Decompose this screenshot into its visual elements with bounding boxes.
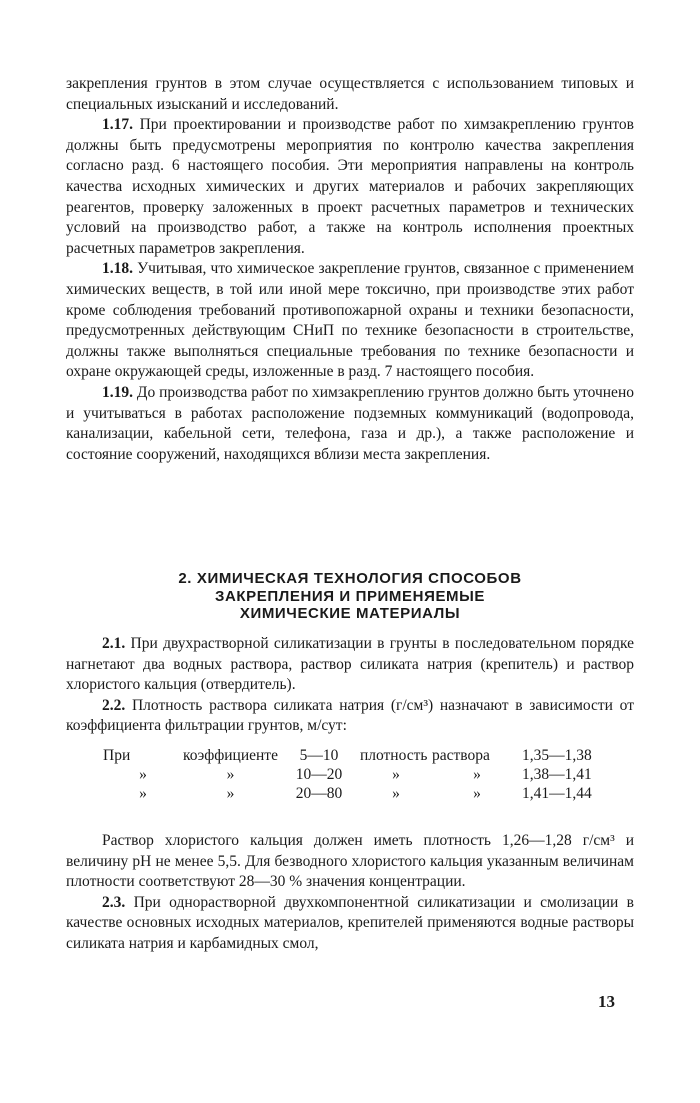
text-section-2 (66, 634, 634, 737)
paragraph-2-1 (66, 634, 634, 696)
table-cell: » (473, 785, 481, 802)
text-section-3 (66, 831, 634, 955)
paragraph-text: Плотность раствора силиката натрия (г/см³) назначают в зависимости от коэффициента фильтрации грунтов, м/сут: (66, 696, 634, 735)
table-cell: » (226, 785, 235, 802)
paragraph-number: 2.2. (102, 696, 126, 714)
paragraph-1-19 (66, 383, 634, 465)
section-heading-line-2: ЗАКРЕПЛЕНИЯ И ПРИМЕНЯЕМЫЕ (214, 587, 486, 605)
table-cell: » (392, 766, 400, 783)
page-number: 13 (598, 992, 615, 1011)
paragraph-number: 2.1. (102, 635, 126, 652)
filtration-range-cell: 5—10 (299, 747, 339, 764)
paragraph-number: 1.17. (102, 116, 133, 134)
table-cell: раствора (431, 747, 490, 764)
paragraph-text: При двухрастворной силикатизации в грунты в последовательном порядке нагнетают два водных раствора, раствор силиката натрия (крепитель) и раствор хлористого кальция (отвердитель). (66, 635, 634, 694)
filtration-range-cell: 10—20 (295, 766, 343, 783)
paragraph-text: Учитывая, что химическое закрепление грунтов, связанное с применением химических веществ, в той или иной мере токсично, при производстве этих работ кроме соблюдения требований противопожарной охраны и техники безопасности, предусмотренных действующим СНиП по технике безопасности в строительстве, должны также выполняться специальные требования по технике безопасности и охране окружающей среды, изложенные в разд. 7 настоящего пособия. (66, 260, 634, 381)
density-cell: 1,41—1,44 (521, 785, 592, 802)
table-row (103, 765, 622, 784)
section-heading-line-3: ХИМИЧЕСКИЕ МАТЕРИАЛЫ (239, 605, 461, 622)
table-row (103, 784, 622, 803)
density-cell: 1,38—1,41 (521, 766, 592, 783)
table-cell: » (139, 766, 147, 783)
table-cell: » (473, 766, 481, 783)
paragraph-2-3 (66, 893, 634, 955)
section-heading-line-1: 2. ХИМИЧЕСКАЯ ТЕХНОЛОГИЯ СПОСОБОВ (178, 570, 522, 587)
density-cell: 1,35—1,38 (521, 747, 592, 764)
section-heading (66, 570, 634, 623)
paragraph-continuation: закрепления грунтов в этом случае осуществляется с использованием типовых и специальных изысканий и исследований. (66, 75, 634, 113)
paragraph-number: 2.3. (102, 893, 126, 911)
filtration-range-cell: 20—80 (295, 785, 343, 802)
paragraph-number: 1.18. (102, 260, 133, 278)
paragraph-1-18 (66, 259, 634, 383)
paragraph-calcium-chloride: Раствор хлористого кальция должен иметь плотность 1,26—1,28 г/см³ и величину pH не менее 5,5. Для безводного хлористого кальция указанным величинам плотности соответствуют 28—30 % значения концентрации. (66, 832, 634, 891)
table-cell: плотность (359, 747, 428, 764)
paragraph-text: При однорастворной двухкомпонентной силикатизации и смолизации в качестве основных исходных материалов, крепителей применяются водные растворы силиката натрия и карбамидных смол, (66, 893, 634, 952)
table-cell: коэффициенте (183, 747, 278, 764)
paragraph-number: 1.19. (102, 383, 133, 401)
paragraph-1-17 (66, 115, 634, 259)
table-cell: » (226, 766, 235, 783)
paragraph-text: При проектировании и производстве работ по химзакреплению грунтов должны быть предусмотрены мероприятия по контролю качества закрепления согласно разд. 6 настоящего пособия. Эти мероприятия направлены на контроль качества исходных химических и других материалов и рабочих закрепляющих реагентов, проверку заложенных в проект расчетных параметров и технических условий на производство работ, а также на контроль исполнения проектных расчетных параметров закрепления. (66, 116, 634, 257)
table-cell: При (103, 747, 131, 764)
table-cell: » (139, 785, 147, 802)
paragraph-2-2 (66, 696, 634, 737)
table-row (103, 746, 622, 765)
coefficient-table (103, 746, 622, 803)
paragraph-text: До производства работ по химзакреплению грунтов должно быть уточнено и учитываться в работах расположение подземных коммуникаций (водопровода, канализации, кабельной сети, телефона, газа и др.), а также расположение и состояние сооружений, находящихся вблизи места закрепления. (66, 383, 634, 463)
text-section-1 (66, 74, 634, 465)
table-cell: » (392, 785, 400, 802)
